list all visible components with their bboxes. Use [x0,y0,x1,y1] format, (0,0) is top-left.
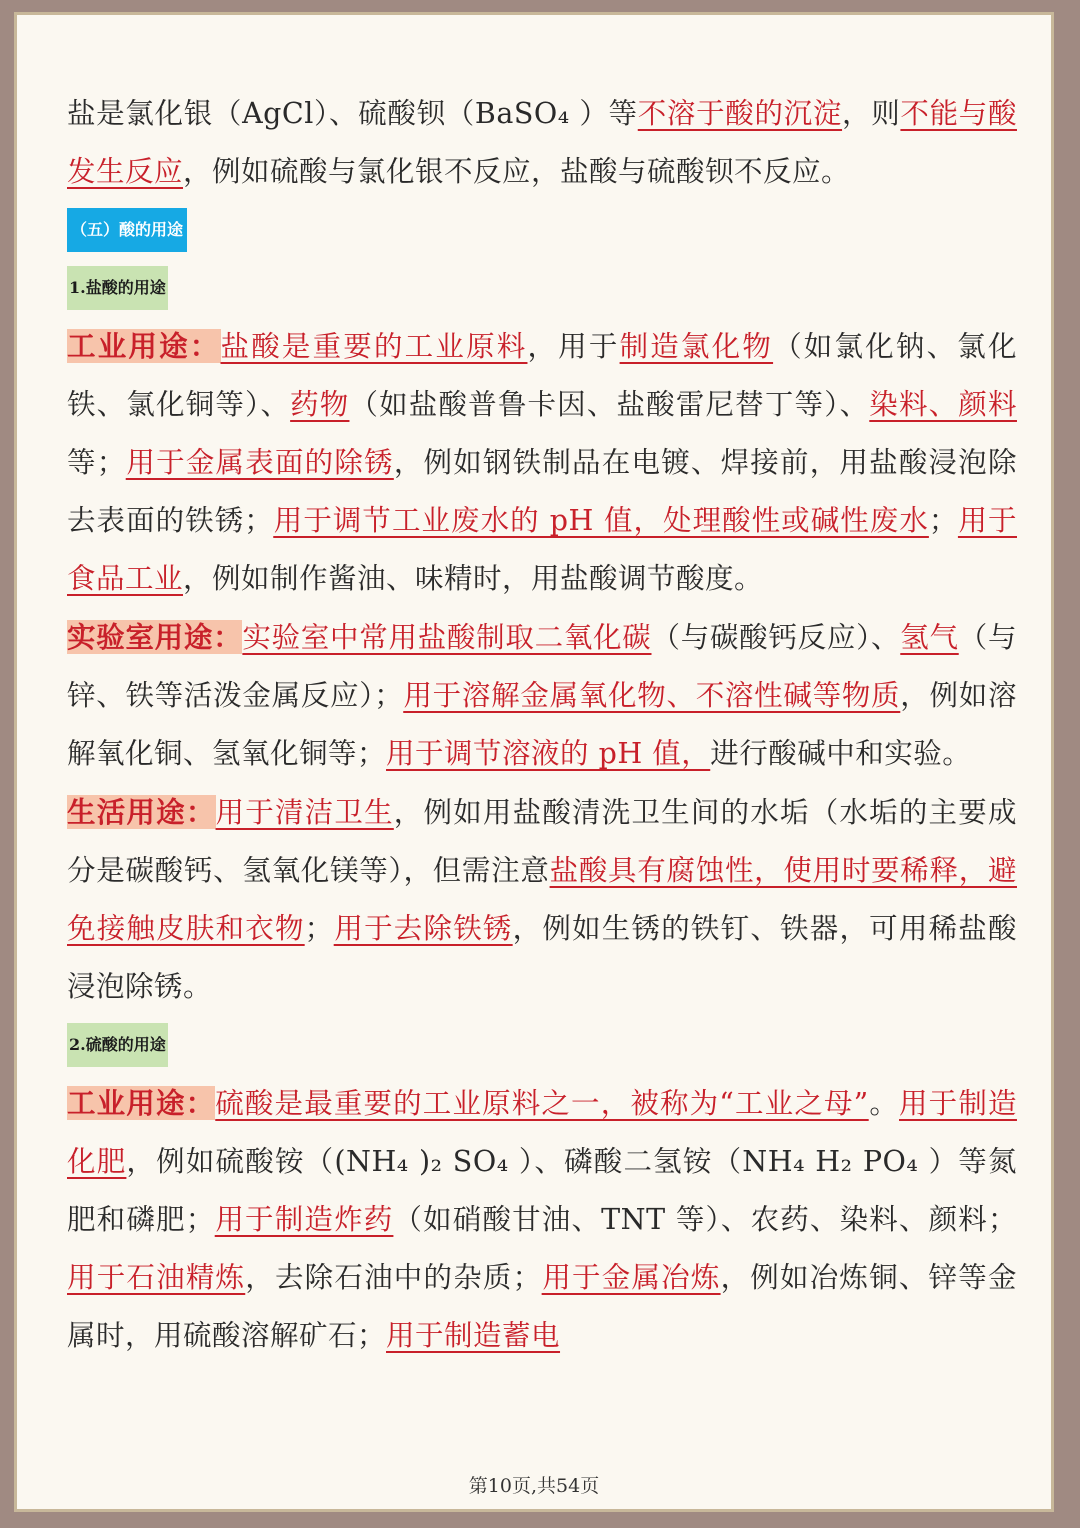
paragraph-hcl-life [67,783,1017,1016]
text: ，例如硫酸铵（(NH₄ )₂ SO₄ ）、磷酸二氢铵（NH₄ H₂ PO₄ ）等氮肥和磷肥； [67,1145,1017,1236]
section-title: （五）酸的用途 [67,208,187,252]
paragraph-hcl-industrial [67,317,1017,608]
subheading-hcl-uses [67,259,1017,317]
key-point: 用于制造化肥 [67,1087,1017,1178]
key-point: 不能与酸发生反应 [67,97,1017,188]
key-point: 染料、颜料 [869,388,1017,421]
text: （如氯化钠、氯化铁、氯化铜等）、 [67,330,1017,421]
key-point: 用于调节溶液的 pH 值， [386,737,711,770]
text: ，例如用盐酸清洗卫生间的水垢（水垢的主要成分是碳酸钙、氢氧化镁等），但需注意 [67,796,1017,887]
text: 盐是氯化银（AgCl）、硫酸钡（BaSO₄ ）等 [67,97,638,130]
text: ； [304,912,334,945]
document-page [14,12,1054,1512]
subheading-title: 2.硫酸的用途 [67,1023,168,1067]
text: （如硝酸甘油、TNT 等）、农药、染料、颜料； [393,1203,1017,1236]
text: （与锌、铁等活泼金属反应）； [67,621,1017,712]
label-industrial: 工业用途： [67,1086,216,1120]
paragraph-hcl-lab [67,608,1017,783]
text: ，去除石油中的杂质； [245,1261,542,1294]
text: ，例如制作酱油、味精时，用盐酸调节酸度。 [183,562,764,595]
text: ，例如钢铁制品在电镀、焊接前，用盐酸浸泡除去表面的铁锈； [67,446,1017,537]
key-point: 硫酸是最重要的工业原料之一，被称为“工业之母” [215,1087,869,1120]
label-lab: 实验室用途： [67,620,243,654]
key-point: 用于金属表面的除锈 [125,446,394,479]
key-point: 用于去除铁锈 [333,912,513,945]
text: 等； [67,446,126,479]
text: ，例如冶炼铜、锌等金属时，用硫酸溶解矿石； [67,1261,1017,1352]
key-point: 药物 [290,388,350,421]
key-point: 实验室中常用盐酸制取二氧化碳 [242,621,652,654]
text: 。 [868,1087,900,1120]
key-point: 用于制造炸药 [214,1203,394,1236]
text: 进行酸碱中和实验。 [710,737,972,770]
key-point: 不溶于酸的沉淀 [637,97,843,130]
section-heading-acid-uses [67,201,1017,259]
key-point: 用于石油精炼 [67,1261,246,1294]
subheading-title: 1.盐酸的用途 [67,266,168,310]
key-point: 用于调节工业废水的 pH 值，处理酸性或碱性废水 [273,504,929,537]
text: ，例如溶解氧化铜、氢氧化铜等； [67,679,1017,770]
key-point: 氢气 [900,621,959,654]
key-point: 用于食品工业 [67,504,1017,595]
label-life: 生活用途： [67,795,216,829]
label-industrial: 工业用途： [67,329,221,363]
text: （与碳酸钙反应）、 [651,621,901,654]
text: （如盐酸普鲁卡因、盐酸雷尼替丁等）、 [349,388,870,421]
paragraph-h2so4-industrial [67,1074,1017,1365]
subheading-h2so4-uses [67,1016,1017,1074]
text: ，用于 [527,330,620,363]
paragraph-insoluble-salts [67,85,1017,201]
page-content [67,85,1017,1365]
page-number: 第10页,共54页 [468,1475,600,1497]
key-point: 用于溶解金属氧化物、不溶性碱等物质 [403,679,901,712]
key-point: 用于清洁卫生 [215,796,394,829]
key-point: 盐酸具有腐蚀性，使用时要稀释，避免接触皮肤和衣物 [67,854,1017,945]
text: ； [928,504,958,537]
key-point: 制造氯化物 [619,330,774,363]
key-point: 盐酸是重要的工业原料 [220,330,528,363]
key-point: 用于制造蓄电 [386,1319,561,1352]
text: ，例如生锈的铁钉、铁器，可用稀盐酸浸泡除锈。 [67,912,1017,1003]
key-point: 用于金属冶炼 [541,1261,721,1294]
text: ，例如硫酸与氯化银不反应，盐酸与硫酸钡不反应。 [183,155,851,188]
text: ，则 [842,97,901,130]
